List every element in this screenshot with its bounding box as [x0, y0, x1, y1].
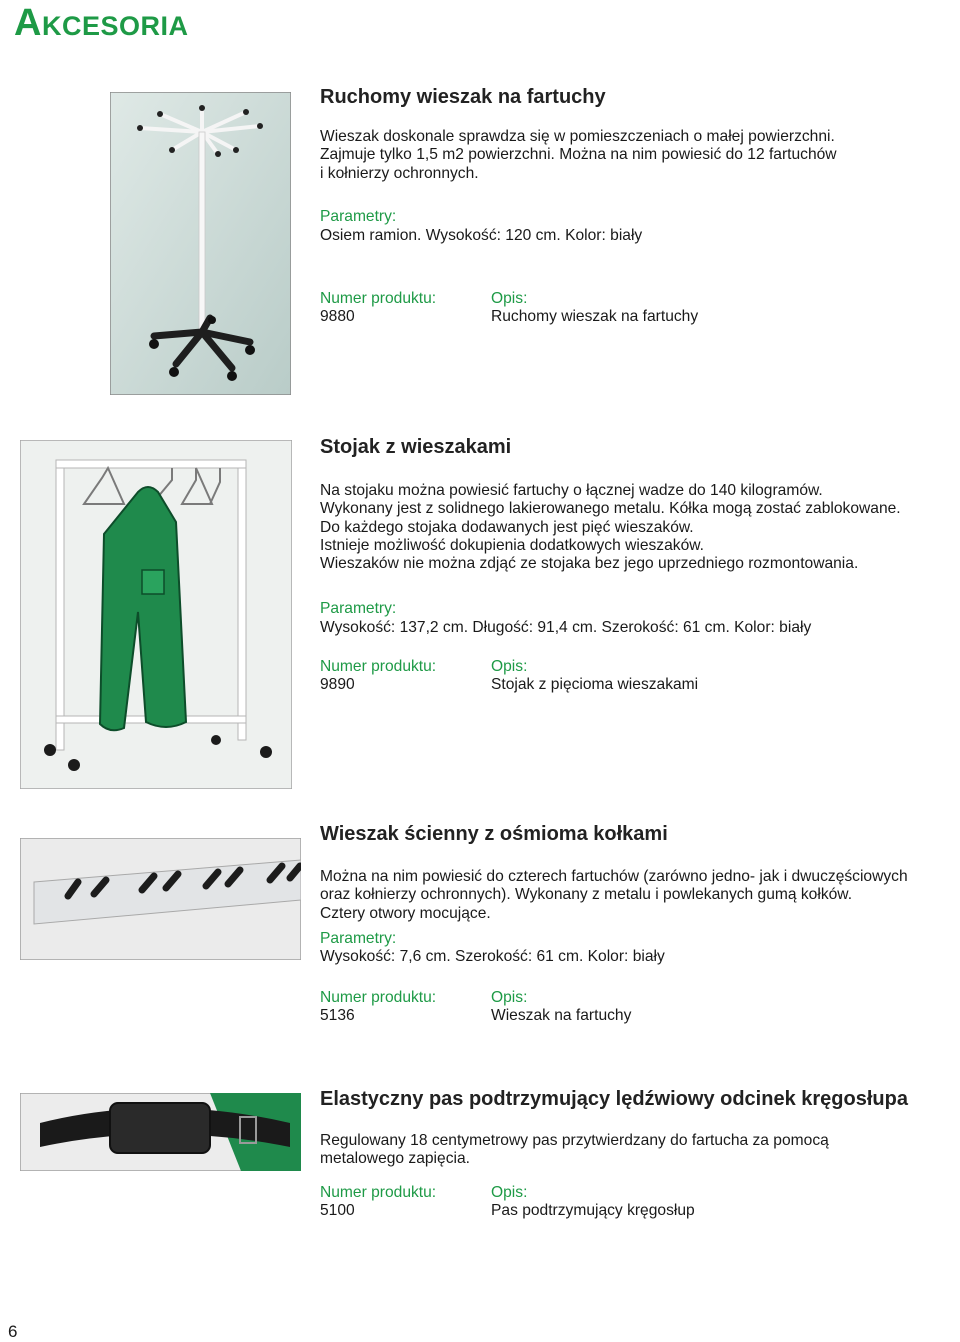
product-photo-lumbar-belt [20, 1093, 301, 1171]
product-short-description: Ruchomy wieszak na fartuchy [491, 308, 699, 326]
product-info-row [320, 290, 960, 330]
product-title: Elastyczny pas podtrzymujący lędźwiowy odcinek kręgosłupa [320, 1088, 908, 1110]
product-photo-wall-peg-rack [20, 838, 301, 960]
product-section-9880 [320, 86, 960, 336]
product-description-text: Można na nim powiesić do czterech fartuchów (zarówno jedno- jak i dwuczęściowych oraz kołnierzy ochronnych). Wykonany z metalu i powlekanych gumą kołków. Cztery otwory mocujące. [320, 868, 908, 922]
product-section-5100 [320, 1088, 960, 1228]
product-number: 5100 [320, 1202, 355, 1220]
product-short-description: Stojak z pięcioma wieszakami [491, 676, 699, 694]
product-info-row [320, 658, 960, 698]
product-description-text: Regulowany 18 centymetrowy pas przytwierdzany do fartucha za pomocą metalowego zapięcia. [320, 1132, 829, 1168]
product-short-description: Pas podtrzymujący kręgosłup [491, 1202, 695, 1220]
description-label: Opis: [491, 989, 528, 1006]
product-number: 5136 [320, 1007, 355, 1025]
product-number: 9880 [320, 308, 355, 326]
product-number-label: Numer produktu: [320, 1184, 437, 1201]
product-number-label: Numer produktu: [320, 658, 437, 675]
page-title: AKCESORIA [14, 2, 189, 44]
product-section-5136 [320, 823, 960, 1033]
product-title: Ruchomy wieszak na fartuchy [320, 86, 606, 108]
product-description-text: Wieszak doskonale sprawdza się w pomieszczeniach o małej powierzchni. Zajmuje tylko 1,5 m2 powierzchni. Można na nim powiesić do 12 fartuchów i kołnierzy ochronnych. [320, 128, 837, 182]
product-number: 9890 [320, 676, 355, 694]
description-label: Opis: [491, 290, 528, 307]
params-value: Wysokość: 7,6 cm. Szerokość: 61 cm. Kolor: biały [320, 948, 665, 965]
page-number: 6 [8, 1322, 18, 1341]
product-photo-coat-rack [110, 92, 291, 395]
product-info-row [320, 1184, 960, 1224]
description-label: Opis: [491, 658, 528, 675]
product-title: Wieszak ścienny z ośmioma kołkami [320, 823, 668, 845]
product-description-text: Na stojaku można powiesić fartuchy o łącznej wadze do 140 kilogramów. Wykonany jest z solidnego lakierowanego metalu. Kółka mogą zostać zablokowane. Do każdego stojaka dodawanych jest pięć wieszaków. Istnieje możliwość dokupienia dodatkowych wieszaków. Wieszaków nie można zdjąć ze stojaka bez jego uprzedniego rozmontowania. [320, 482, 901, 573]
product-info-row [320, 989, 960, 1029]
params-value: Osiem ramion. Wysokość: 120 cm. Kolor: biały [320, 227, 643, 244]
params-value: Wysokość: 137,2 cm. Długość: 91,4 cm. Szerokość: 61 cm. Kolor: biały [320, 619, 812, 636]
product-section-9890 [320, 436, 960, 706]
params-label: Parametry: [320, 208, 397, 225]
params-label: Parametry: [320, 930, 397, 947]
product-title: Stojak z wieszakami [320, 436, 512, 458]
params-label: Parametry: [320, 600, 397, 617]
product-short-description: Wieszak na fartuchy [491, 1007, 632, 1025]
product-photo-garment-stand [20, 440, 292, 789]
product-number-label: Numer produktu: [320, 989, 437, 1006]
description-label: Opis: [491, 1184, 528, 1201]
product-number-label: Numer produktu: [320, 290, 437, 307]
